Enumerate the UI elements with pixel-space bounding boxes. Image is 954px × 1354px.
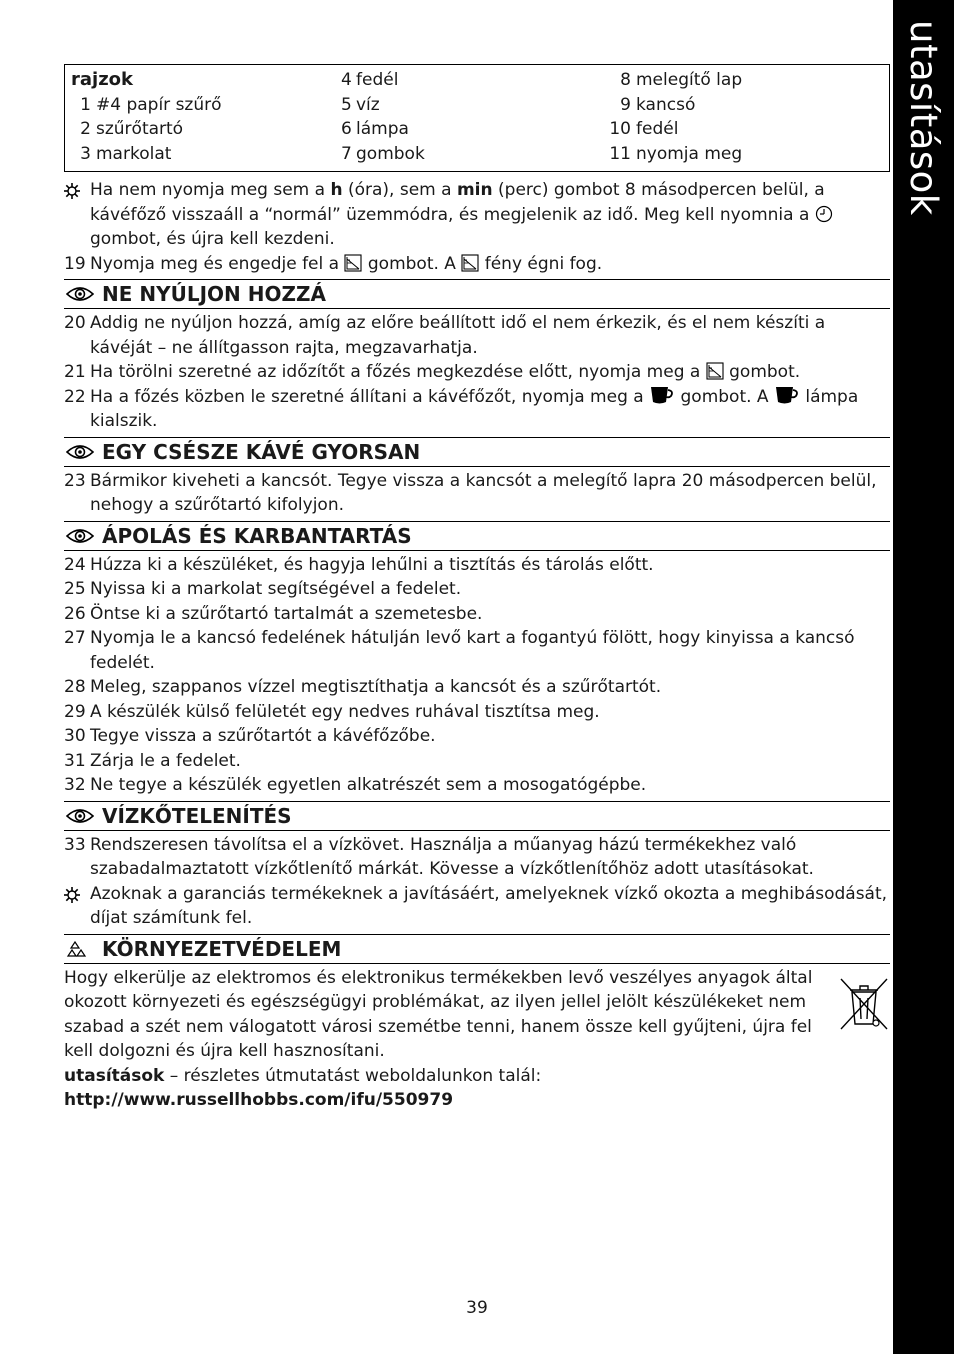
step-item: 20 Addig ne nyúljon hozzá, amíg az előre beállított idő el nem érkezik, és el nem készíti a kávéját – ne állítgasson rajta, megzavarhatja.: [64, 313, 826, 358]
note-item: Ha nem nyomja meg sem a h (óra), sem a min (perc) gombot 8 másodpercen belül, a kávéfőző visszaáll a “normál” üzemmódra, és megjelenik az idő. Meg kell nyomnia a gombot, és újra kell kezdeni.: [64, 178, 890, 252]
delay-light-icon: [461, 254, 479, 272]
eye-icon: [66, 807, 94, 825]
recycle-icon: [66, 940, 94, 958]
part-item: 2 szűrőtartó: [80, 119, 184, 139]
parts-list-box: [64, 64, 890, 172]
step-item: 26 Öntse ki a szűrőtartó tartalmát a szemetesbe.: [64, 603, 483, 624]
page-content: [64, 64, 890, 1113]
eye-icon: [66, 443, 94, 461]
part-item: 10 fedél: [609, 119, 679, 139]
part-item: 3 markolat: [80, 143, 172, 164]
parts-title: rajzok: [71, 69, 134, 90]
part-item: 9 kancsó: [620, 94, 696, 115]
step-item: 25 Nyissa ki a markolat segítségével a fedelet.: [64, 579, 462, 599]
crossed-bin-icon: [838, 976, 890, 1032]
parts-column-3: [601, 68, 742, 166]
cup-light-icon: [774, 385, 800, 405]
delay-button-icon: [344, 254, 362, 272]
part-item: 6 lámpa: [341, 119, 409, 139]
step-item: 22 Ha a főzés közben le szeretné állítani a kávéfőzőt, nyomja meg a gombot. A lámpa kialszik.: [64, 386, 859, 431]
sidebar-tab: [893, 0, 954, 1354]
parts-column-2: [341, 68, 425, 166]
step-item: 33 Rendszeresen távolítsa el a vízkövet. Használja a műanyag házú termékekhez való szabadalmaztatott vízkőtlenítő márkát. Kövesse a vízkőtlenítőhöz adott utasításokat.: [64, 834, 814, 879]
step-item: 23 Bármikor kiveheti a kancsót. Tegye vissza a kancsót a melegítő lapra 20 másodpercen belül, nehogy a szűrőtartó kifolyjon.: [64, 470, 877, 515]
page-number: 39: [466, 1298, 488, 1318]
clock-icon: [815, 205, 833, 223]
part-item: 5 víz: [341, 94, 380, 115]
ifu-link[interactable]: http://www.russellhobbs.com/ifu/550979: [64, 1090, 454, 1110]
sun-icon: [64, 887, 80, 903]
cup-button-icon: [649, 385, 675, 405]
section-heading: ÁPOLÁS ÉS KARBANTARTÁS: [64, 521, 890, 551]
environment-paragraph: Hogy elkerülje az elektromos és elektronikus termékekben levő veszélyes anyagok által okozott környezeti és egészségügyi problémákat, az ilyen jellel jelölt készülékeket nem szabad a szét nem válogatott városi szemétbe tenni, hanem össze kell gyűjteni, újra fel kell dolgozni és újra kell hasznosítani.: [64, 966, 890, 1064]
part-item: 7 gombok: [341, 143, 425, 164]
step-item: 31 Zárja le a fedelet.: [64, 750, 241, 771]
section-heading: NE NYÚLJON HOZZÁ: [64, 279, 890, 309]
eye-icon: [66, 285, 94, 303]
ifu-line: utasítások – részletes útmutatást weboldalunkon talál:: [64, 1065, 542, 1086]
note-item: Azoknak a garanciás termékeknek a javításáért, amelyeknek vízkő okozta a meghibásodását, díjat számítunk fel.: [64, 882, 890, 931]
part-item: 8 melegítő lap: [620, 70, 743, 90]
section-heading: EGY CSÉSZE KÁVÉ GYORSAN: [64, 437, 890, 467]
part-item: 1 #4 papír szűrő: [80, 94, 222, 115]
section-heading: VÍZKŐTELENÍTÉS: [64, 801, 890, 831]
step-item: 28 Meleg, szappanos vízzel megtisztíthatja a kancsót és a szűrőtartót.: [64, 677, 662, 697]
delay-button-icon: [706, 362, 724, 380]
eye-icon: [66, 527, 94, 545]
step-item: 30 Tegye vissza a szűrőtartót a kávéfőzőbe.: [64, 726, 436, 746]
sun-icon: [64, 183, 80, 199]
step-item: 27 Nyomja le a kancsó fedelének hátulján levő kart a fogantyú fölött, hogy kinyissa a kancsó fedelét.: [64, 628, 855, 673]
step-item: 21 Ha törölni szeretné az időzítőt a főzés megkezdése előtt, nyomja meg a gombot.: [64, 362, 801, 382]
step-item: 32 Ne tegye a készülék egyetlen alkatrészét sem a mosogatógépbe.: [64, 775, 647, 795]
step-item: 19 Nyomja meg és engedje fel a gombot. A fény égni fog.: [64, 253, 603, 274]
parts-column-1: [71, 68, 222, 166]
step-item: 24 Húzza ki a készüléket, és hagyja lehűlni a tisztítás és tárolás előtt.: [64, 554, 654, 575]
part-item: 4 fedél: [341, 70, 399, 90]
section-heading: KÖRNYEZETVÉDELEM: [64, 934, 890, 964]
step-item: 29 A készülék külső felületét egy nedves ruhával tisztítsa meg.: [64, 701, 600, 722]
sidebar-title: utasítások: [902, 20, 945, 216]
part-item: 11 nyomja meg: [609, 143, 743, 164]
